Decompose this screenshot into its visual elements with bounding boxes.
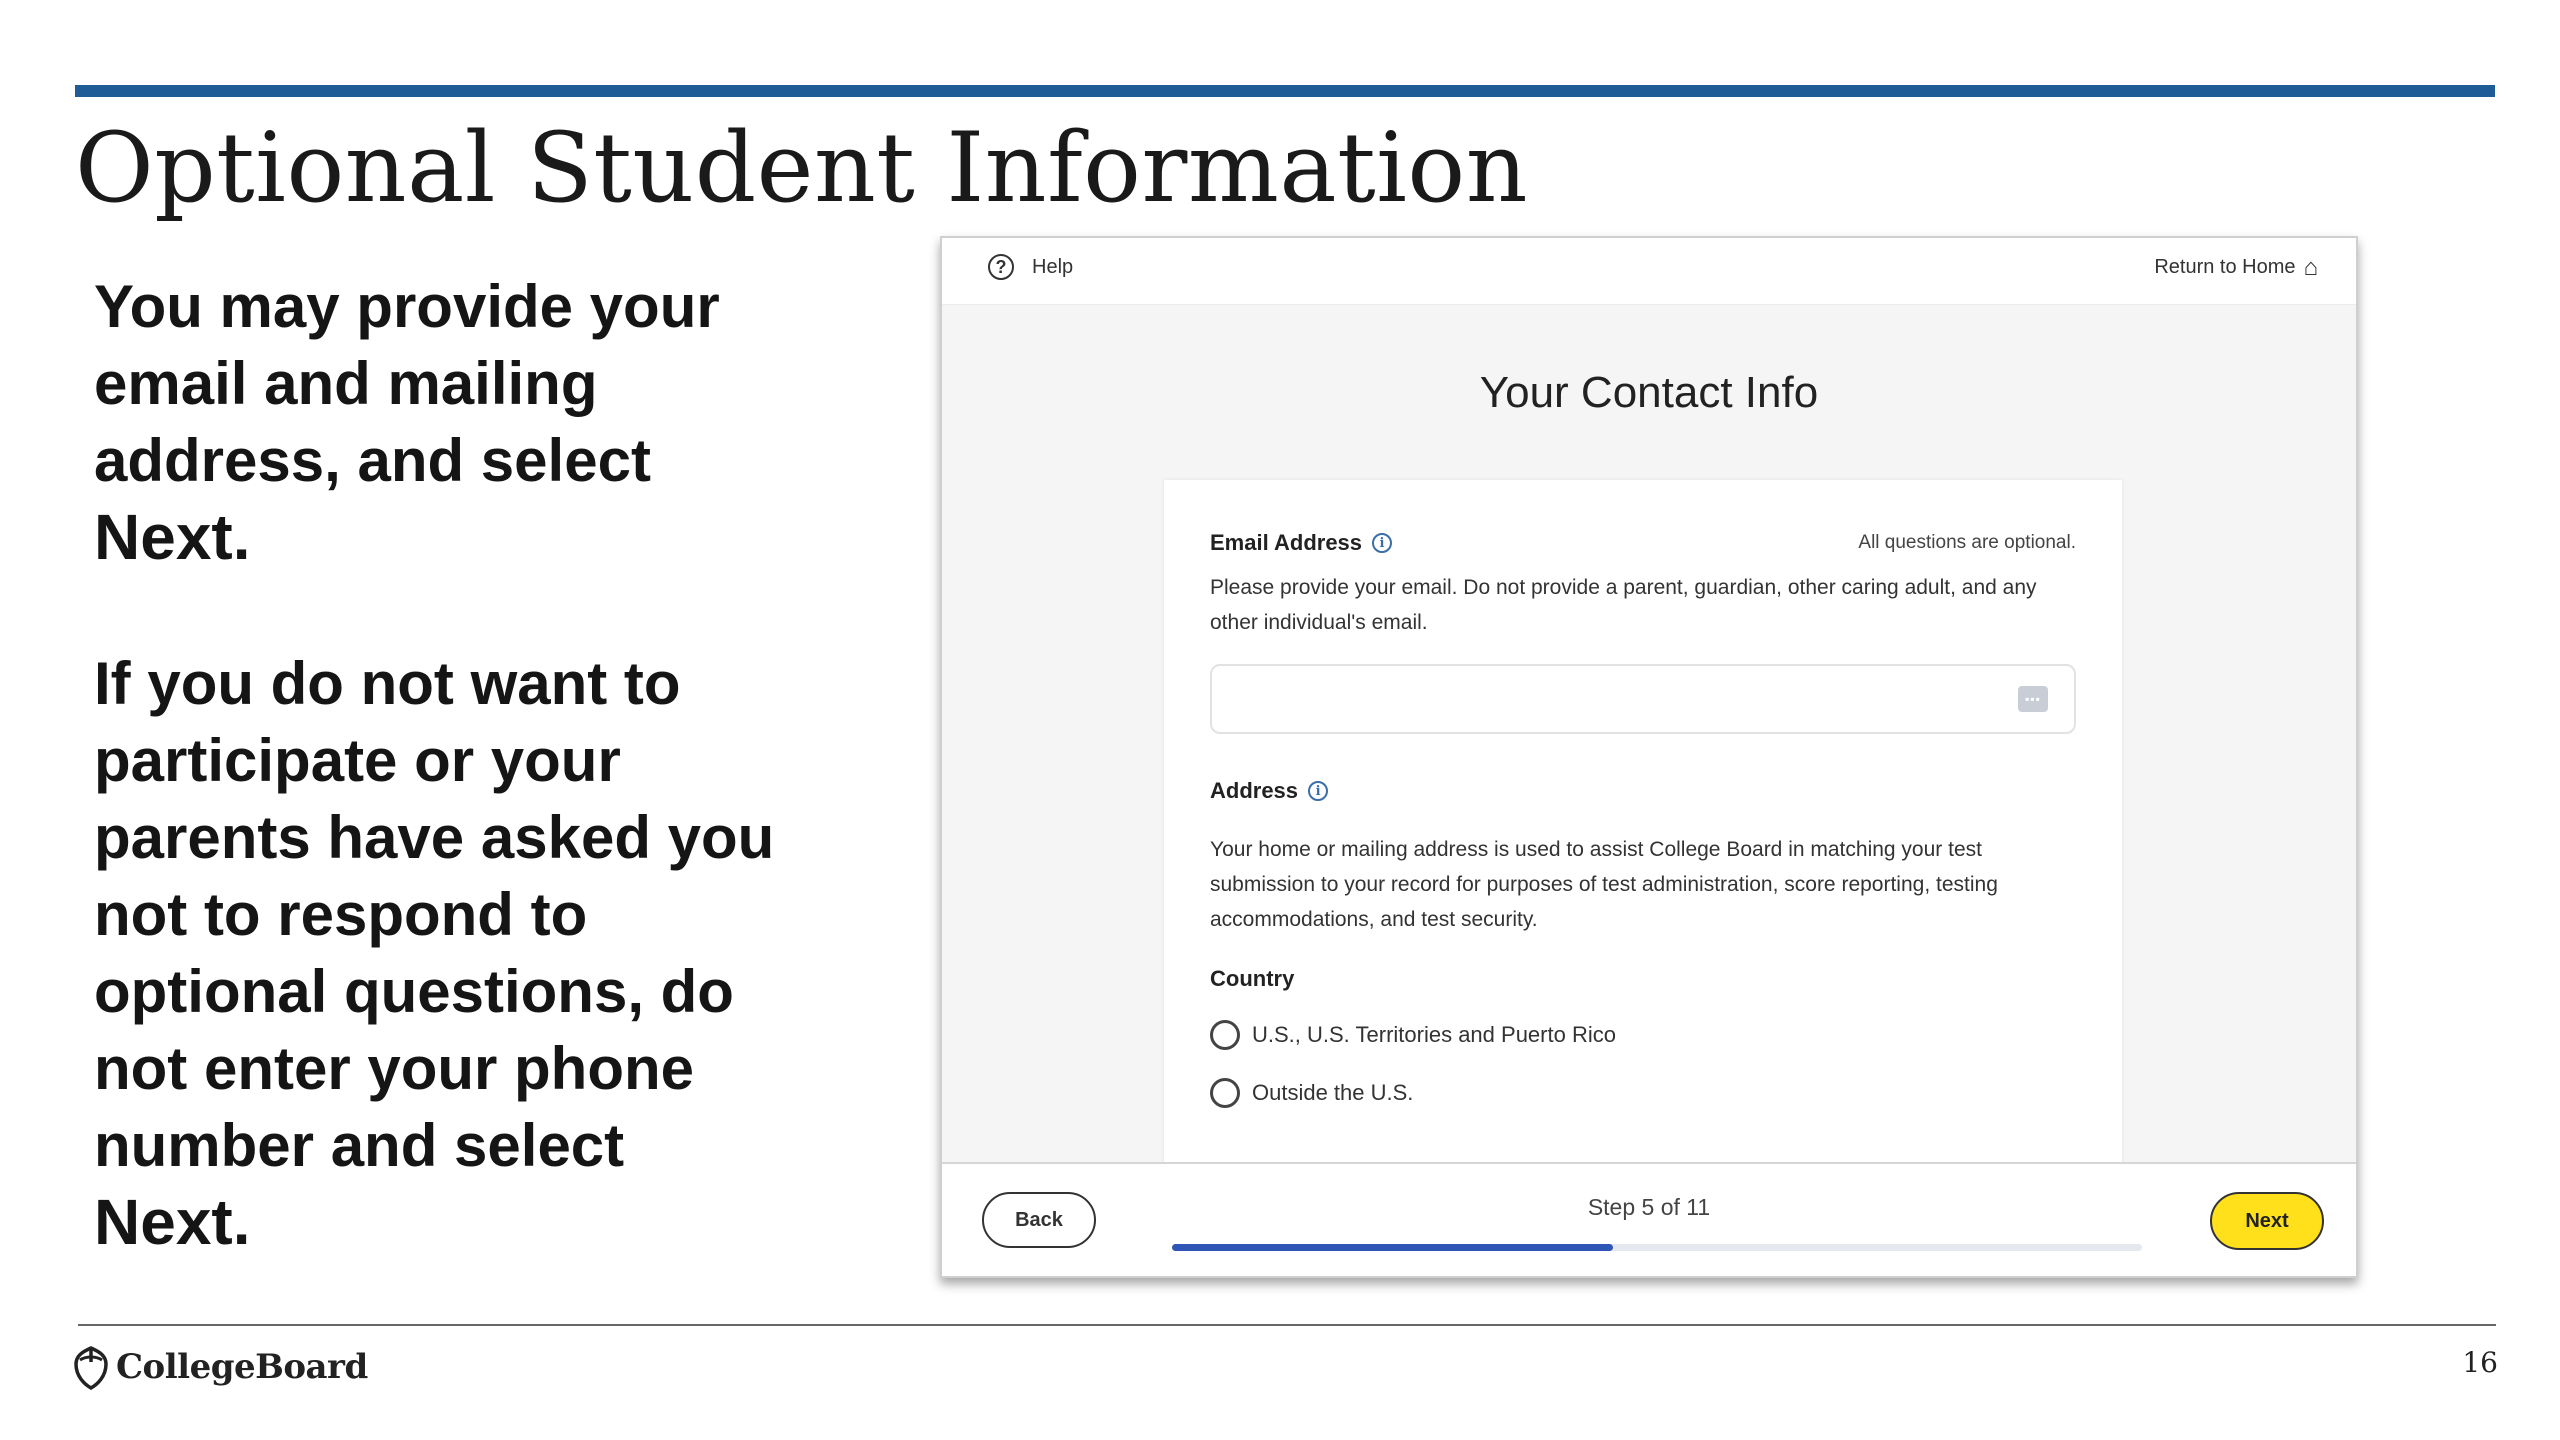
acorn-logo-icon [72, 1344, 110, 1390]
bottom-rule [78, 1324, 2496, 1326]
help-label: Help [1032, 255, 1074, 278]
country-option-label: U.S., U.S. Territories and Puerto Rico [1252, 1022, 1616, 1047]
radio-button[interactable] [1210, 1020, 1240, 1050]
step-indicator: Step 5 of 11 [1587, 1194, 1711, 1220]
address-label [1210, 778, 1328, 804]
instructions [94, 268, 794, 1330]
logo-text: CollegeBoard [116, 1347, 368, 1387]
return-home-label: Return to Home [2154, 256, 2296, 278]
instruction-2-text: If you do not want to participate or your parents have asked you not to respond to optional questions, do not enter your phone number and select [94, 650, 775, 1179]
return-to-home-link[interactable] [2154, 253, 2318, 281]
slide-title: Optional Student Information [75, 112, 1529, 224]
email-field[interactable] [1210, 664, 2076, 734]
page-number: 16 [2462, 1346, 2498, 1379]
instruction-1-emphasis: Next [94, 501, 233, 573]
top-accent-rule [75, 85, 2495, 97]
contact-info-screenshot [940, 236, 2358, 1278]
question-circle-icon: ? [988, 254, 1014, 280]
instruction-2-period: . [232, 1186, 251, 1258]
optional-note: All questions are optional. [1858, 532, 2076, 553]
home-icon: ⌂ [2303, 253, 2318, 281]
country-option-outside-us[interactable] [1210, 1078, 1413, 1108]
contact-form-card [1164, 480, 2122, 1220]
radio-button[interactable] [1210, 1078, 1240, 1108]
country-option-us[interactable] [1210, 1020, 1616, 1050]
keyboard-icon[interactable]: ▪▪▪ [2018, 686, 2048, 712]
back-button[interactable]: Back [982, 1192, 1096, 1248]
instruction-1-text: You may provide your email and mailing address, and select [94, 273, 720, 494]
email-label [1210, 530, 1392, 556]
info-icon[interactable]: i [1308, 781, 1328, 801]
college-board-logo [72, 1344, 368, 1390]
email-label-text: Email Address [1210, 530, 1363, 555]
progress-fill [1172, 1244, 1613, 1251]
address-label-text: Address [1210, 778, 1299, 803]
page-title: Your Contact Info [1479, 368, 1819, 417]
instruction-1-period: . [232, 501, 251, 573]
country-option-label: Outside the U.S. [1252, 1080, 1414, 1105]
info-icon[interactable]: i [1372, 533, 1392, 553]
next-button[interactable]: Next [2210, 1192, 2324, 1250]
country-label: Country [1210, 966, 1295, 991]
progress-bar [1172, 1244, 2142, 1251]
instruction-paragraph-1 [94, 268, 794, 577]
address-description: Your home or mailing address is used to assist College Board in matching your test submission to your record for purposes of test administration, score reporting, testing accommodations, and test security. [1210, 838, 1998, 931]
app-footer [942, 1162, 2356, 1276]
instruction-paragraph-2 [94, 645, 794, 1262]
instruction-2-emphasis: Next [94, 1186, 233, 1258]
email-description: Please provide your email. Do not provide a parent, guardian, other caring adult, and any other individual's email. [1210, 576, 2037, 634]
help-link[interactable] [988, 254, 1073, 280]
app-header [942, 238, 2356, 305]
